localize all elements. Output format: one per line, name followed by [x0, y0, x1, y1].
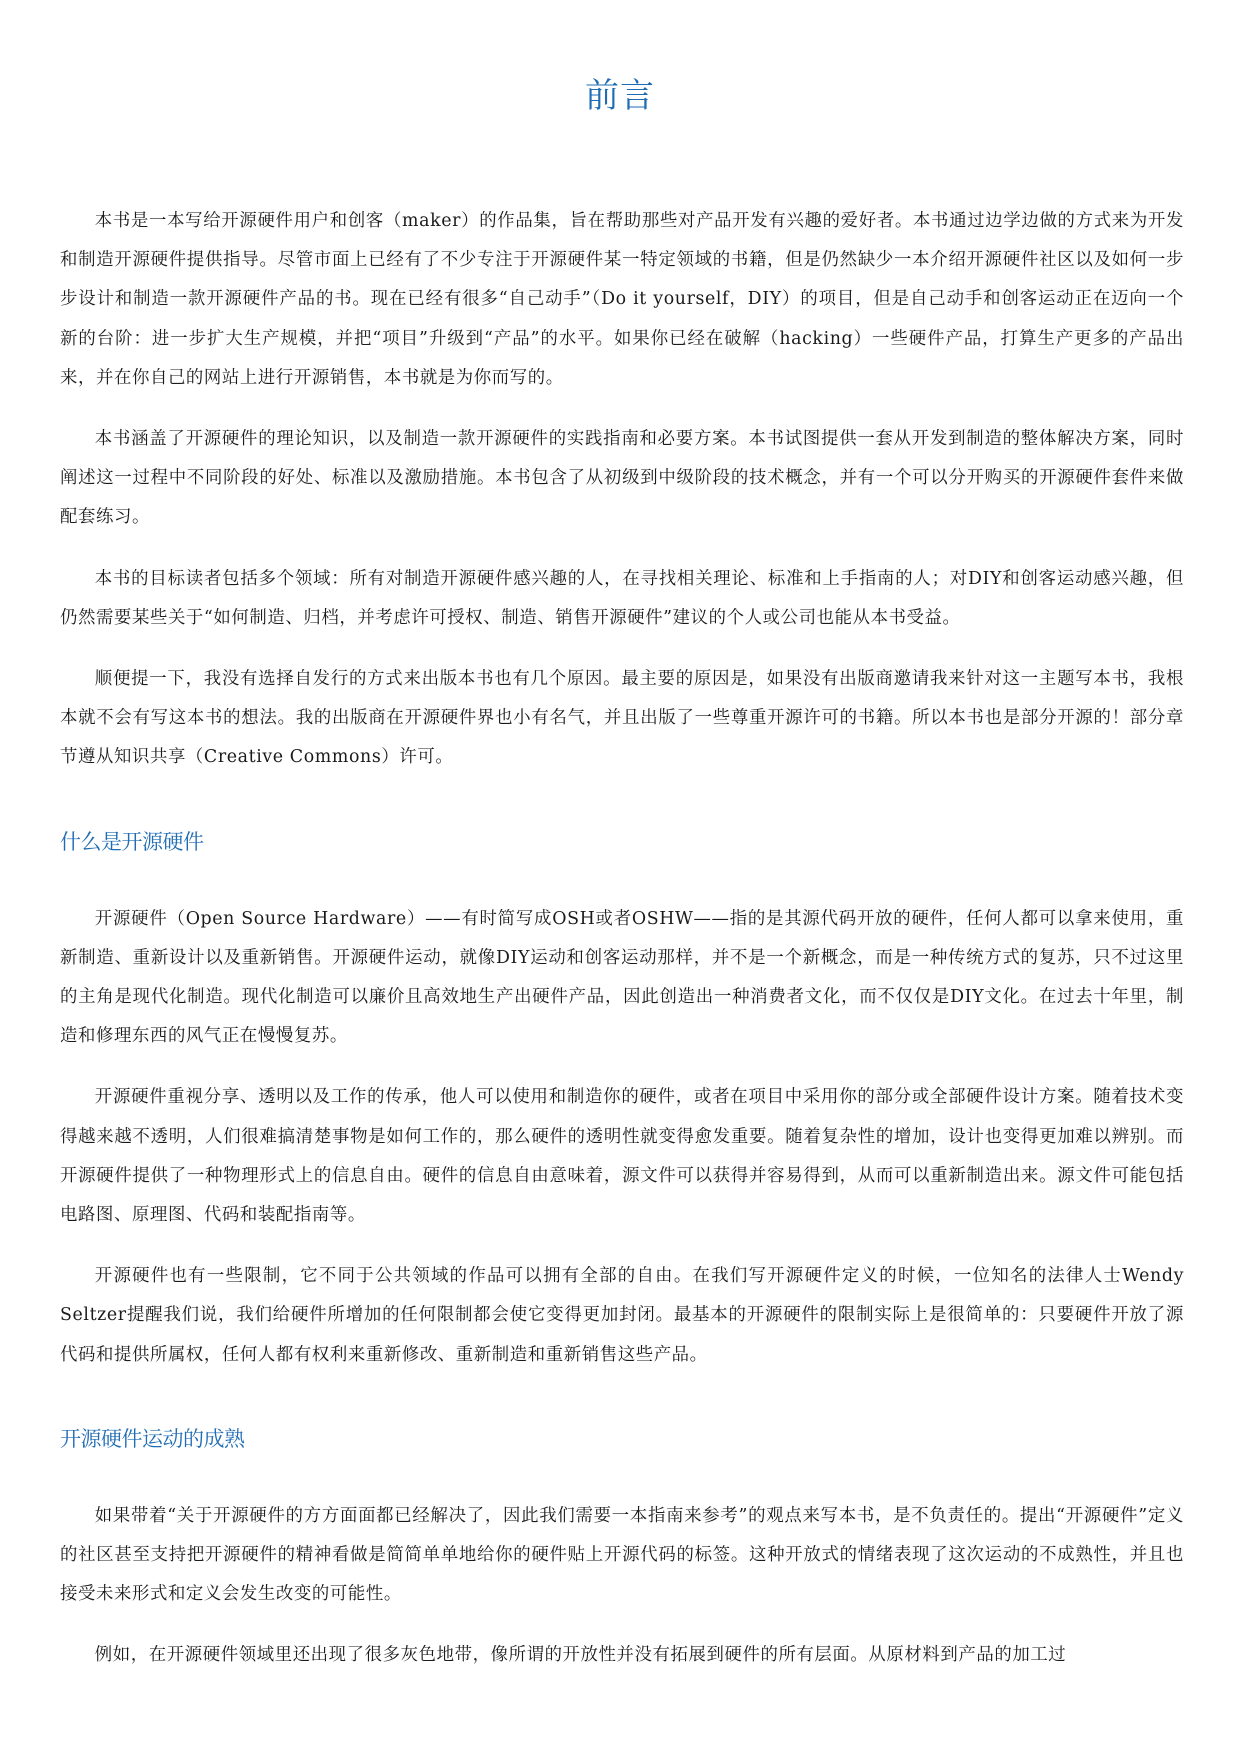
intro-paragraph-4: 顺便提一下，我没有选择自发行的方式来出版本书也有几个原因。最主要的原因是，如果没有出版商邀请我来针对这一主题写本书，我根本就不会有写这本书的想法。我的出版商在开源硬件界也小有名气，并且出版了一些尊重开源许可的书籍。所以本书也是部分开源的！部分章节遵从知识共享（Creative Commons）许可。 [60, 669, 1184, 768]
intro-paragraph-1: 本书是一本写给开源硬件用户和创客（maker）的作品集，旨在帮助那些对产品开发有兴趣的爱好者。本书通过边学边做的方式来为开发和制造开源硬件提供指导。尽管市面上已经有了不少专注于开源硬件某一特定领域的书籍，但是仍然缺少一本介绍开源硬件社区以及如何一步步设计和制造一款开源硬件产品的书。现在已经有很多“自己动手”（Do it yourself，DIY）的项目，但是自己动手和创客运动正在迈向一个新的台阶：进一步扩大生产规模，并把“项目”升级到“产品”的水平。如果你已经在破解（hacking）一些硬件产品，打算生产更多的产品出来，并在你自己的网站上进行开源销售，本书就是为你而写的。 [60, 211, 1184, 388]
section1-paragraph-2: 开源硬件重视分享、透明以及工作的传承，他人可以使用和制造你的硬件，或者在项目中采用你的部分或全部硬件设计方案。随着技术变得越来越不透明，人们很难搞清楚事物是如何工作的，那么硬件的透明性就变得愈发重要。随着复杂性的增加，设计也变得更加难以辨别。而开源硬件提供了一种物理形式上的信息自由。硬件的信息自由意味着，源文件可以获得并容易得到，从而可以重新制造出来。源文件可能包括电路图、原理图、代码和装配指南等。 [60, 1087, 1184, 1226]
section2-paragraph-2: 例如，在开源硬件领域里还出现了很多灰色地带，像所谓的开放性并没有拓展到硬件的所有层面。从原材料到产品的加工过 [94, 1645, 1067, 1666]
section1-paragraph-3: 开源硬件也有一些限制，它不同于公共领域的作品可以拥有全部的自由。在我们写开源硬件定义的时候，一位知名的法律人士Wendy Seltzer提醒我们说，我们给硬件所增加的任何限制都会使它变得更加封闭。最基本的开源硬件的限制实际上是很简单的：只要硬件开放了源代码和提供所属权，任何人都有权利来重新修改、重新制造和重新销售这些产品。 [60, 1266, 1184, 1365]
page-content [60, 202, 1184, 1676]
intro-paragraph-2: 本书涵盖了开源硬件的理论知识，以及制造一款开源硬件的实践指南和必要方案。本书试图提供一套从开发到制造的整体解决方案，同时阐述这一过程中不同阶段的好处、标准以及激励措施。本书包含了从初级到中级阶段的技术概念，并有一个可以分开购买的开源硬件套件来做配套练习。 [60, 429, 1184, 528]
section2-paragraph-1: 如果带着“关于开源硬件的方方面面都已经解决了，因此我们需要一本指南来参考”的观点来写本书，是不负责任的。提出“开源硬件”定义的社区甚至支持把开源硬件的精神看做是简简单单地给你的硬件贴上开源代码的标签。这种开放式的情绪表现了这次运动的不成熟性，并且也接受未来形式和定义会发生改变的可能性。 [60, 1505, 1184, 1605]
page-title: 前言 [585, 76, 655, 116]
section-heading-maturity: 开源硬件运动的成熟 [60, 1426, 245, 1451]
section1-paragraph-1: 开源硬件（Open Source Hardware）——有时简写成OSH或者OSHW——指的是其源代码开放的硬件，任何人都可以拿来使用，重新制造、重新设计以及重新销售。开源硬件运动，就像DIY运动和创客运动那样，并不是一个新概念，而是一种传统方式的复苏，只不过这里的主角是现代化制造。现代化制造可以廉价且高效地生产出硬件产品，因此创造出一种消费者文化，而不仅仅是DIY文化。在过去十年里，制造和修理东西的风气正在慢慢复苏。 [60, 908, 1184, 1047]
intro-paragraph-3: 本书的目标读者包括多个领域：所有对制造开源硬件感兴趣的人，在寻找相关理论、标准和上手指南的人；对DIY和创客运动感兴趣，但仍然需要某些关于“如何制造、归档，并考虑许可授权、制造、销售开源硬件”建议的个人或公司也能从本书受益。 [60, 568, 1184, 628]
section-heading-what-is-oshw: 什么是开源硬件 [60, 829, 204, 854]
